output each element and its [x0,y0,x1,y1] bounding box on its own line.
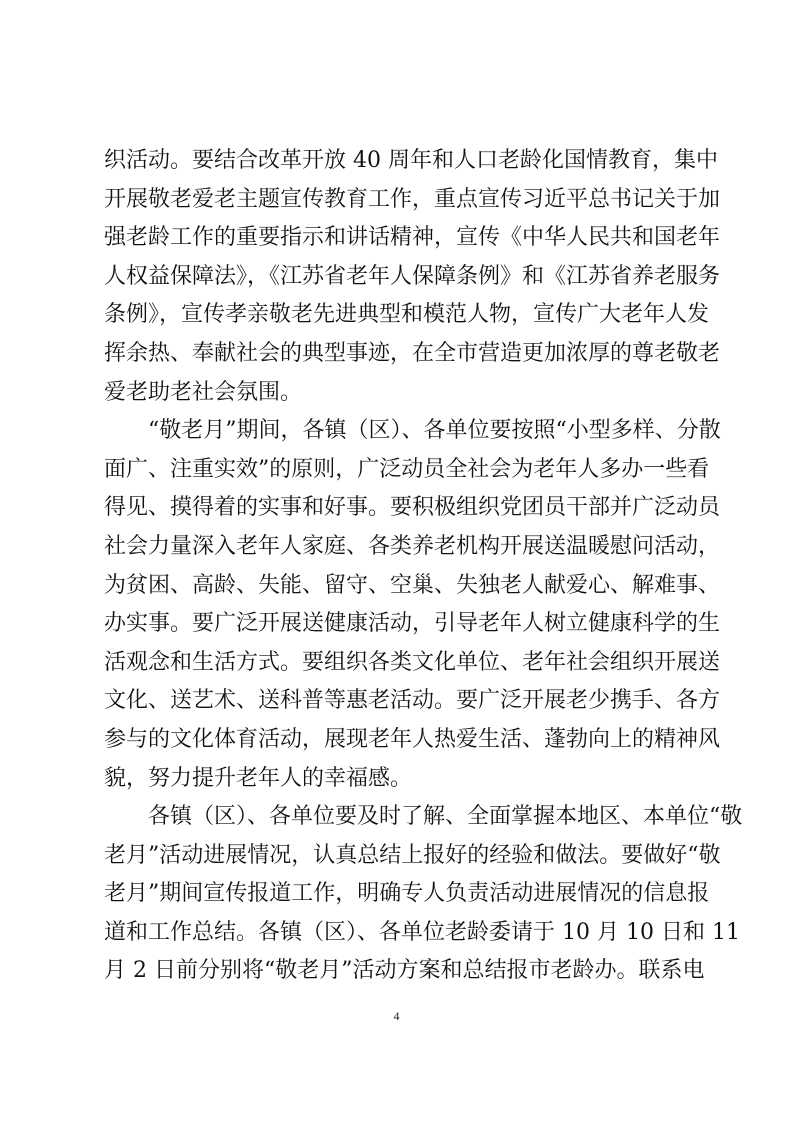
text-line: 社会力量深入老年人家庭、各类养老机构开展送温暖慰问活动， [104,533,721,559]
text-line: 活观念和生活方式。要组织各类文化单位、老年社会组织开展送 [104,649,721,675]
text-line: 各镇（区）、各单位要及时了解、全面掌握本地区、本单位“敬 [148,804,743,830]
text-line: 为贫困、高龄、失能、留守、空巢、失独老人献爱心、解难事、 [104,572,721,598]
text-line: 人权益保障法》，《江苏省老年人保障条例》和《江苏省养老服务 [104,263,721,289]
text-line: 老月”期间宣传报道工作，明确专人负责活动进展情况的信息报 [104,881,710,907]
text-line: 参与的文化体育活动，展现老年人热爱生活、蓬勃向上的精神风 [104,726,721,752]
text-line: “敬老月”期间，各镇（区）、各单位要按照“小型多样、分散 [148,418,721,444]
text-line: 爱老助老社会氛围。 [104,379,303,405]
text-line: 挥余热、奉献社会的典型事迹，在全市营造更加浓厚的尊老敬老 [104,340,721,366]
text-line: 织活动。要结合改革开放 40 周年和人口老龄化国情教育，集中 [104,148,718,173]
text-line: 貌，努力提升老年人的幸福感。 [104,765,413,791]
page-number: 4 [393,1009,400,1023]
text-line: 得见、摸得着的实事和好事。要积极组织党团员干部并广泛动员 [104,495,721,521]
text-line: 面广、注重实效”的原则，广泛动员全社会为老年人多办一些看 [104,456,710,482]
text-line: 老月”活动进展情况，认真总结上报好的经验和做法。要做好“敬 [104,842,721,868]
body-text [104,142,743,991]
text-line: 办实事。要广泛开展送健康活动，引导老年人树立健康科学的生 [104,611,721,637]
text-line: 开展敬老爱老主题宣传教育工作，重点宣传习近平总书记关于加 [104,186,721,212]
text-line: 条例》，宣传孝亲敬老先进典型和模范人物，宣传广大老年人发 [104,302,710,328]
text-line: 月 2 日前分别将“敬老月”活动方案和总结报市老龄办。联系电 [104,958,705,984]
text-line: 强老龄工作的重要指示和讲话精神，宣传《中华人民共和国老年 [104,225,721,251]
text-line: 道和工作总结。各镇（区）、各单位老龄委请于 10 月 10 日和 11 [104,919,740,945]
text-line: 文化、送艺术、送科普等惠老活动。要广泛开展老少携手、各方 [104,688,721,714]
